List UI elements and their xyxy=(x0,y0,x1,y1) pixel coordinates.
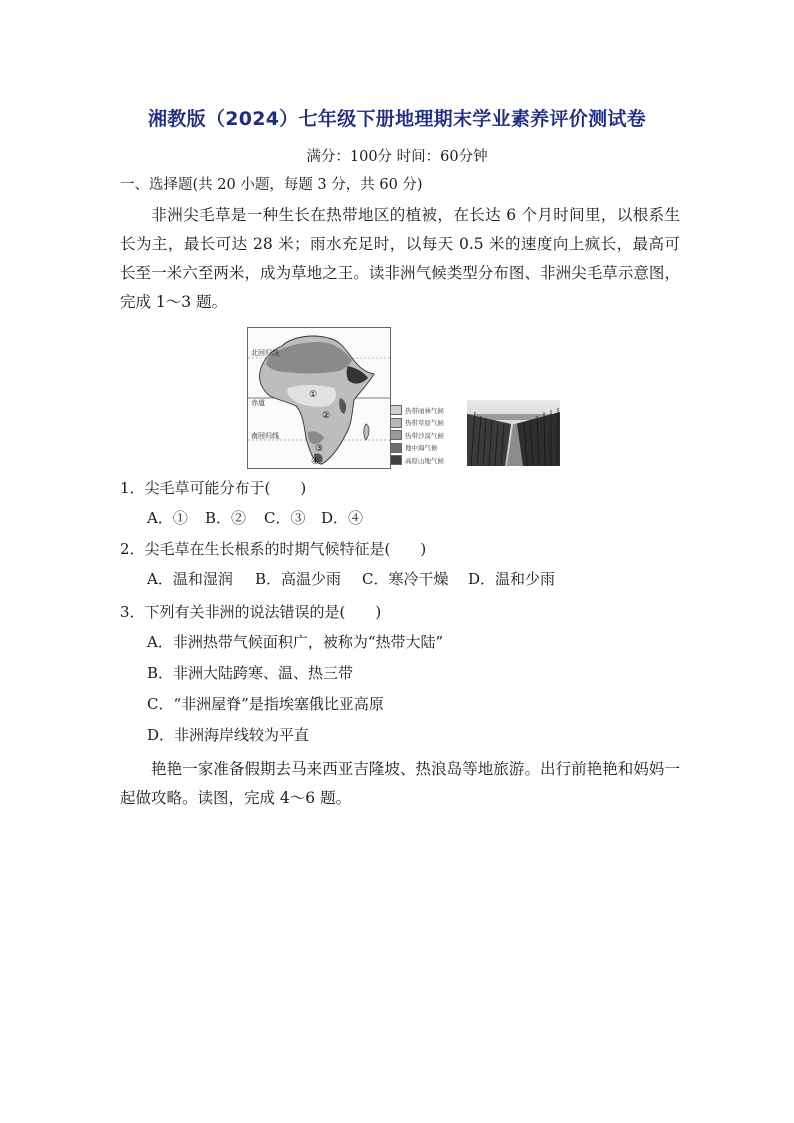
grass-photo xyxy=(467,400,560,466)
passage-1-text: 非洲尖毛草是一种生长在热带地区的植被，在长达 6 个月时间里，以根系生长为主，最长可达 28 米；雨水充足时，以每天 0.5 米的速度向上疯长，最高可长至一米六至两米，成为草地之王。读非洲气候类型分布图、非洲尖毛草示意图，完成 1～3 题。 xyxy=(120,206,680,311)
exam-info: 满分：100分 时间：60分钟 xyxy=(306,149,488,165)
marker-1: ① xyxy=(309,390,318,400)
legend-item: 热带沙漠气候 xyxy=(390,429,464,441)
label-tropic-south: 南回归线 xyxy=(251,432,279,440)
section-heading: 一、选择题(共 20 小题，每题 3 分，共 60 分) xyxy=(120,177,423,193)
marker-3: ③ xyxy=(315,444,324,454)
q2-option-c[interactable]: C．寒冷干燥 xyxy=(362,570,449,588)
marker-4: ④ xyxy=(311,457,320,467)
q2-option-b[interactable]: B．高温少雨 xyxy=(255,570,342,588)
q3-option-a[interactable]: A．非洲热带气候面积广，被称为“热带大陆” xyxy=(147,633,444,651)
question-1-options xyxy=(147,508,363,528)
label-tropic-north: 北回归线 xyxy=(251,349,279,357)
africa-climate-map xyxy=(247,327,391,469)
passage-2-text: 艳艳一家准备假期去马来西亚吉隆坡、热浪岛等地旅游。出行前艳艳和妈妈一起做攻略。读图，完成 4～6 题。 xyxy=(120,760,680,807)
legend-item: 热带雨林气候 xyxy=(390,404,464,416)
label-equator: 赤道 xyxy=(251,399,265,407)
africa-map-svg xyxy=(248,328,390,468)
q1-option-c[interactable]: C．③ xyxy=(264,509,306,527)
marker-2: ② xyxy=(322,411,331,421)
q1-option-d[interactable]: D．④ xyxy=(321,509,364,527)
passage-2 xyxy=(120,755,680,813)
question-3-stem: 3．下列有关非洲的说法错误的是( ) xyxy=(120,603,382,621)
legend-item: 高原山地气候 xyxy=(390,454,464,466)
question-2-options xyxy=(147,569,555,589)
climate-legend xyxy=(390,404,464,467)
question-1-stem: 1．尖毛草可能分布于( ) xyxy=(120,479,307,497)
legend-item: 热带草原气候 xyxy=(390,417,464,429)
question-2-stem: 2．尖毛草在生长根系的时期气候特征是( ) xyxy=(120,540,427,558)
q3-option-d[interactable]: D．非洲海岸线较为平直 xyxy=(147,726,310,744)
passage-1 xyxy=(120,201,680,317)
q1-option-b[interactable]: B．② xyxy=(205,509,247,527)
q3-option-b[interactable]: B．非洲大陆跨寒、温、热三带 xyxy=(147,664,354,682)
q3-option-c[interactable]: C．“非洲屋脊”是指埃塞俄比亚高原 xyxy=(147,695,384,713)
madagascar-outline xyxy=(364,424,369,440)
q1-option-a[interactable]: A．① xyxy=(147,509,188,527)
q2-option-d[interactable]: D．温和少雨 xyxy=(468,570,556,588)
q2-option-a[interactable]: A．温和湿润 xyxy=(147,570,233,588)
page-title: 湘教版（2024）七年级下册地理期末学业素养评价测试卷 xyxy=(148,108,646,130)
legend-item: 地中海气候 xyxy=(390,442,464,454)
